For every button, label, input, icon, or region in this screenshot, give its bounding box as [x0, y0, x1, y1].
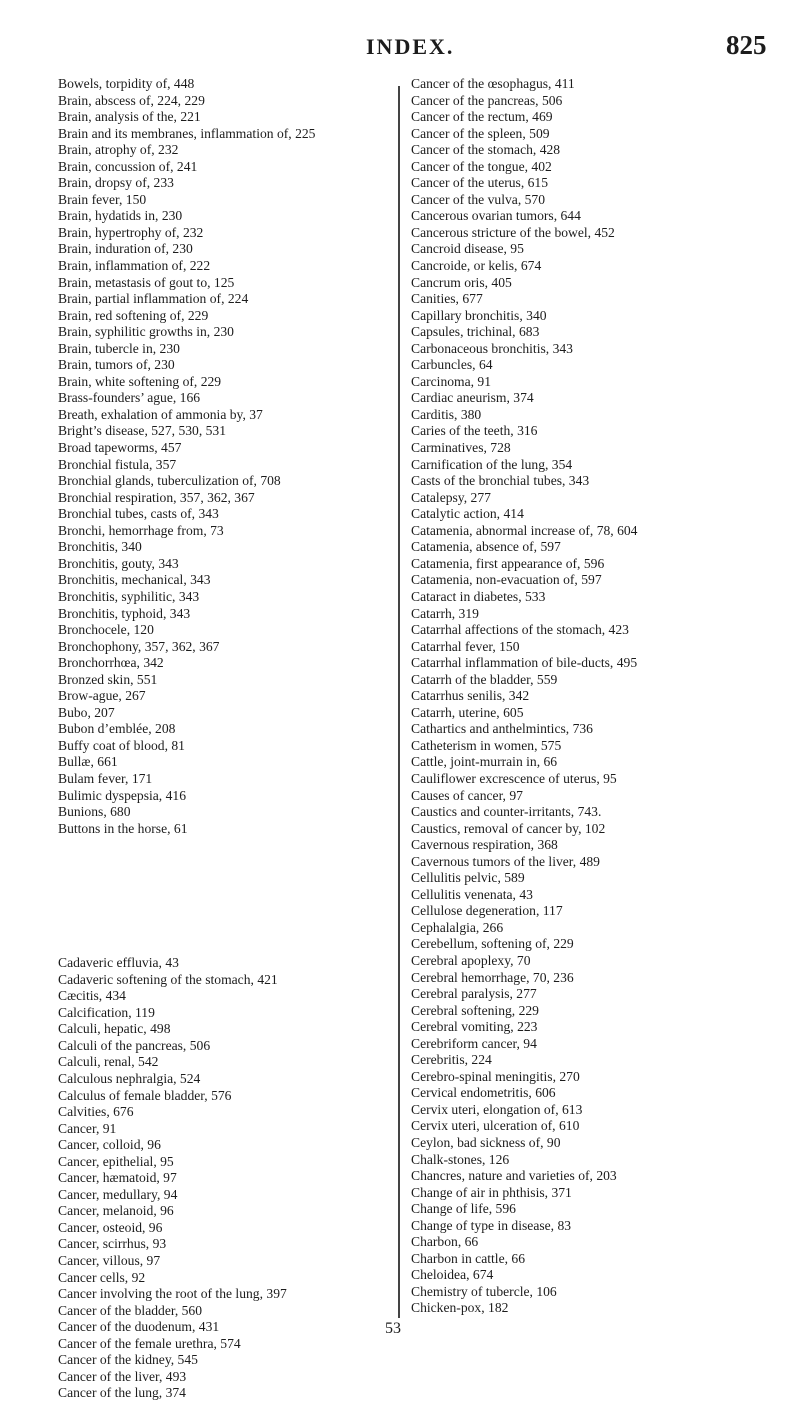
index-entry: Cadaveric softening of the stomach, 421 — [58, 971, 278, 987]
index-entry: Cancer, osteoid, 96 — [58, 1219, 163, 1235]
index-entry: Carbuncles, 64 — [411, 357, 493, 373]
index-entry: Brain, partial inflammation of, 224 — [58, 291, 249, 307]
index-entry: Cervical endometritis, 606 — [411, 1085, 556, 1101]
index-entry: Bronchial tubes, casts of, 343 — [58, 506, 219, 522]
index-entry: Cancerous stricture of the bowel, 452 — [411, 224, 615, 240]
index-column-right — [411, 76, 637, 1317]
index-entry: Charbon in cattle, 66 — [411, 1250, 526, 1266]
index-entry: Cancer cells, 92 — [58, 1269, 146, 1285]
index-entry: Bullæ, 661 — [58, 754, 118, 770]
index-entry: Bronchial fistula, 357 — [58, 456, 177, 472]
index-entry: Brain, analysis of the, 221 — [58, 109, 201, 125]
index-entry: Cancer, epithelial, 95 — [58, 1153, 174, 1169]
index-entry: Cancer of the spleen, 509 — [411, 125, 550, 141]
index-entry: Cancerous ovarian tumors, 644 — [411, 208, 581, 224]
index-entry: Cancer of the bladder, 560 — [58, 1302, 203, 1318]
index-entry: Carditis, 380 — [411, 406, 482, 422]
index-entry: Calculi, renal, 542 — [58, 1054, 159, 1070]
index-entry: Bronchorrhœa, 342 — [58, 655, 164, 671]
index-entry: Bulimic dyspepsia, 416 — [58, 787, 186, 803]
index-entry: Catarrh of the bladder, 559 — [411, 671, 558, 687]
index-entry: Bronchitis, syphilitic, 343 — [58, 588, 200, 604]
index-entry: Bulam fever, 171 — [58, 770, 153, 786]
index-entry: Caries of the teeth, 316 — [411, 423, 538, 439]
index-entry: Cancroid disease, 95 — [411, 241, 524, 257]
index-entry: Brain, induration of, 230 — [58, 241, 193, 257]
index-entry: Bronzed skin, 551 — [58, 671, 158, 687]
index-entry: Cavernous tumors of the liver, 489 — [411, 853, 600, 869]
index-entry: Bowels, torpidity of, 448 — [58, 76, 195, 91]
index-entry: Bronchi, hemorrhage from, 73 — [58, 522, 224, 538]
index-entry: Cancer involving the root of the lung, 397 — [58, 1286, 287, 1302]
index-entry: Change of life, 596 — [411, 1201, 516, 1217]
running-header-title: INDEX. — [366, 34, 455, 59]
index-entry: Cancer of the pancreas, 506 — [411, 92, 563, 108]
index-entry: Brow-ague, 267 — [58, 688, 146, 704]
index-entry: Cauliflower excrescence of uterus, 95 — [411, 770, 617, 786]
index-entry: Chemistry of tubercle, 106 — [411, 1283, 557, 1299]
index-entry: Chicken-pox, 182 — [411, 1300, 509, 1316]
index-entry: Brain, concussion of, 241 — [58, 158, 198, 174]
index-entry: Change of air in phthisis, 371 — [411, 1184, 572, 1200]
index-entry: Bronchitis, 340 — [58, 539, 142, 555]
index-entry: Cerebral vomiting, 223 — [411, 1019, 538, 1035]
index-entry: Cæcitis, 434 — [58, 988, 126, 1004]
index-entry: Cancer of the uterus, 615 — [411, 175, 549, 191]
index-column-left — [58, 76, 315, 1402]
index-entry: Brain, white softening of, 229 — [58, 373, 222, 389]
index-entry: Brain, tubercle in, 230 — [58, 340, 180, 356]
index-entry: Cerebriform cancer, 94 — [411, 1035, 537, 1051]
index-entry: Carminatives, 728 — [411, 440, 511, 456]
index-entry: Canities, 677 — [411, 291, 483, 307]
index-entry: Capsules, trichinal, 683 — [411, 324, 540, 340]
index-entry: Causes of cancer, 97 — [411, 787, 523, 803]
index-entry: Cancroide, or kelis, 674 — [411, 258, 542, 274]
index-entry: Cancer, colloid, 96 — [58, 1137, 161, 1153]
index-entry: Catamenia, absence of, 597 — [411, 539, 561, 555]
index-entry: Cellulose degeneration, 117 — [411, 903, 563, 919]
index-entry: Brain, red softening of, 229 — [58, 307, 209, 323]
index-entry: Breath, exhalation of ammonia by, 37 — [58, 406, 263, 422]
index-entry: Cerebro-spinal meningitis, 270 — [411, 1068, 580, 1084]
index-entry: Catalepsy, 277 — [411, 489, 491, 505]
index-entry: Cancer, villous, 97 — [58, 1253, 161, 1268]
index-entry: Cellulitis venenata, 43 — [411, 886, 533, 902]
index-entry: Cancer of the lung, 374 — [58, 1385, 186, 1401]
index-entry: Bronchitis, gouty, 343 — [58, 555, 179, 571]
index-entry: Cancer of the tongue, 402 — [411, 158, 552, 174]
index-entry: Charbon, 66 — [411, 1234, 479, 1250]
index-entry: Bronchitis, typhoid, 343 — [58, 605, 191, 621]
section-gap — [58, 837, 315, 955]
index-entry: Catarrh, 319 — [411, 605, 479, 621]
index-entry: Cancer of the kidney, 545 — [58, 1352, 198, 1368]
index-entry: Cephalalgia, 266 — [411, 919, 504, 935]
index-entry: Bright’s disease, 527, 530, 531 — [58, 423, 227, 439]
page-number: 825 — [726, 30, 767, 60]
index-entry: Catalytic action, 414 — [411, 506, 524, 522]
index-entry: Cadaveric effluvia, 43 — [58, 955, 179, 971]
index-entry: Caustics, removal of cancer by, 102 — [411, 820, 606, 836]
index-entry: Bunions, 680 — [58, 804, 131, 820]
index-entry: Calvities, 676 — [58, 1104, 134, 1120]
index-entry: Casts of the bronchial tubes, 343 — [411, 473, 590, 489]
index-entry: Cerebral softening, 229 — [411, 1002, 539, 1018]
index-entry: Cervix uteri, ulceration of, 610 — [411, 1118, 580, 1134]
index-entry: Cellulitis pelvic, 589 — [411, 870, 525, 886]
index-entry: Bronchophony, 357, 362, 367 — [58, 638, 220, 654]
index-entry: Catarrh, uterine, 605 — [411, 704, 524, 720]
index-entry: Catamenia, non-evacuation of, 597 — [411, 572, 602, 588]
index-entry: Broad tapeworms, 457 — [58, 440, 182, 456]
index-entry: Ceylon, bad sickness of, 90 — [411, 1135, 561, 1150]
index-entry: Bronchial respiration, 357, 362, 367 — [58, 489, 255, 505]
index-entry: Cerebral paralysis, 277 — [411, 986, 537, 1002]
index-entry: Calcification, 119 — [58, 1004, 155, 1020]
index-entry: Bronchitis, mechanical, 343 — [58, 572, 211, 588]
index-entry: Catarrhal inflammation of bile-ducts, 495 — [411, 655, 638, 671]
index-entry: Cancer of the duodenum, 431 — [58, 1319, 220, 1335]
index-entry: Bubo, 207 — [58, 704, 115, 720]
index-entry: Brain fever, 150 — [58, 191, 147, 207]
index-entry: Cancrum oris, 405 — [411, 274, 512, 290]
index-entry: Brain, syphilitic growths in, 230 — [58, 324, 234, 340]
index-entry: Catamenia, abnormal increase of, 78, 604 — [411, 522, 638, 538]
index-entry: Cavernous respiration, 368 — [411, 837, 558, 853]
index-entry: Chalk-stones, 126 — [411, 1151, 510, 1167]
index-entry: Chancres, nature and varieties of, 203 — [411, 1168, 617, 1184]
index-entry: Carbonaceous bronchitis, 343 — [411, 340, 573, 356]
index-entry: Calculous nephralgia, 524 — [58, 1070, 201, 1086]
index-entry: Cataract in diabetes, 533 — [411, 588, 546, 604]
index-entry: Bronchial glands, tuberculization of, 708 — [58, 473, 281, 489]
index-entry: Carcinoma, 91 — [411, 373, 492, 389]
index-entry: Cancer of the stomach, 428 — [411, 142, 561, 158]
index-entry: Caustics and counter-irritants, 743. — [411, 804, 602, 820]
index-entry: Cancer, medullary, 94 — [58, 1186, 178, 1202]
index-entry: Cardiac aneurism, 374 — [411, 390, 534, 406]
column-divider — [398, 86, 400, 1318]
index-entry: Bubon d’emblée, 208 — [58, 721, 176, 737]
signature-mark: 53 — [385, 1320, 401, 1337]
index-entry: Brain and its membranes, inflammation of, 225 — [58, 125, 316, 141]
index-entry: Catarrhal affections of the stomach, 423 — [411, 622, 629, 638]
index-entry: Cancer, scirrhus, 93 — [58, 1236, 167, 1252]
index-entry: Brass-founders’ ague, 166 — [58, 390, 201, 406]
index-entry: Brain, dropsy of, 233 — [58, 175, 174, 191]
index-entry: Change of type in disease, 83 — [411, 1217, 572, 1233]
index-entry: Catarrhus senilis, 342 — [411, 688, 530, 704]
index-entry: Buttons in the horse, 61 — [58, 820, 188, 836]
index-entry: Catheterism in women, 575 — [411, 737, 562, 753]
index-entry: Brain, hydatids in, 230 — [58, 208, 183, 224]
index-entry: Catarrhal fever, 150 — [411, 638, 520, 654]
index-entry: Catamenia, first appearance of, 596 — [411, 555, 605, 571]
index-entry: Cancer of the female urethra, 574 — [58, 1335, 241, 1351]
index-entry: Cancer, hæmatoid, 97 — [58, 1170, 177, 1186]
index-entry: Cancer of the œsophagus, 411 — [411, 76, 575, 91]
index-entry: Brain, tumors of, 230 — [58, 357, 175, 373]
index-entry: Cerebellum, softening of, 229 — [411, 936, 574, 952]
index-entry: Cerebral apoplexy, 70 — [411, 952, 531, 968]
index-entry: Cancer of the rectum, 469 — [411, 109, 553, 125]
index-entry: Calculus of female bladder, 576 — [58, 1087, 232, 1103]
index-entry: Buffy coat of blood, 81 — [58, 737, 185, 753]
index-entry: Brain, inflammation of, 222 — [58, 258, 211, 274]
index-entry: Cancer of the vulva, 570 — [411, 191, 546, 207]
index-entry: Calculi, hepatic, 498 — [58, 1021, 171, 1037]
index-entry: Cancer, 91 — [58, 1120, 117, 1136]
index-entry: Cerebral hemorrhage, 70, 236 — [411, 969, 574, 985]
index-entry: Cerebritis, 224 — [411, 1052, 492, 1068]
index-entry: Cheloidea, 674 — [411, 1267, 494, 1283]
index-entry: Bronchocele, 120 — [58, 622, 154, 638]
index-entry: Brain, hypertrophy of, 232 — [58, 224, 204, 240]
index-entry: Brain, metastasis of gout to, 125 — [58, 274, 235, 290]
index-entry: Brain, atrophy of, 232 — [58, 142, 179, 158]
index-entry: Cancer, melanoid, 96 — [58, 1203, 174, 1219]
index-entry: Cattle, joint-murrain in, 66 — [411, 754, 558, 770]
index-entry: Cervix uteri, elongation of, 613 — [411, 1101, 583, 1117]
index-entry: Calculi of the pancreas, 506 — [58, 1037, 211, 1053]
index-entry: Carnification of the lung, 354 — [411, 456, 573, 472]
index-entry: Cancer of the liver, 493 — [58, 1368, 187, 1384]
index-entry: Cathartics and anthelmintics, 736 — [411, 721, 593, 737]
index-entry: Capillary bronchitis, 340 — [411, 307, 547, 323]
index-entry: Brain, abscess of, 224, 229 — [58, 92, 205, 108]
